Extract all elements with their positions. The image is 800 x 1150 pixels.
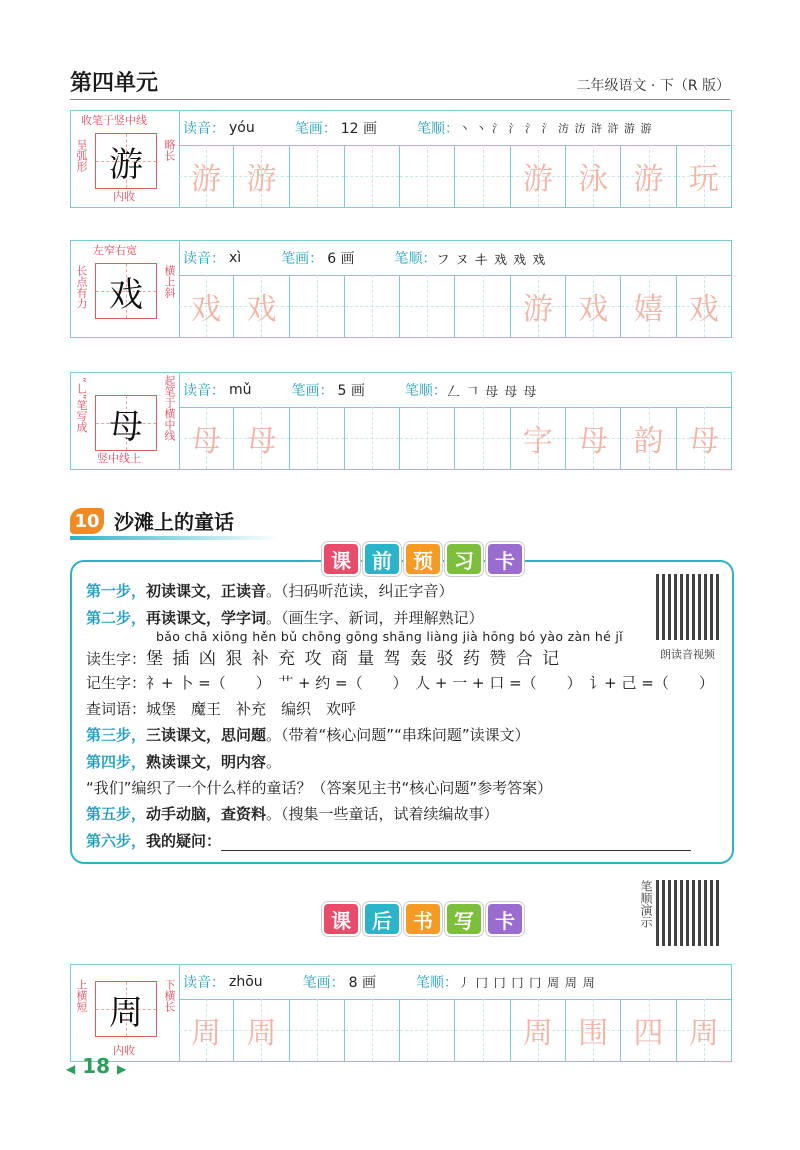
word-cell[interactable]: 泳: [566, 145, 621, 207]
practice-cell[interactable]: [290, 407, 345, 469]
read-chars: 读生字：堡 插 凶 狠 补 充 攻 商 量 驾 轰 驳 药 赞 合 记: [86, 649, 562, 669]
qr-code-strokes[interactable]: [656, 880, 722, 946]
word-cell[interactable]: 母: [677, 407, 731, 469]
practice-cell[interactable]: [345, 999, 400, 1061]
preview-card-tag: 课 前 预 习 卡: [322, 542, 524, 574]
practice-cell[interactable]: [400, 145, 455, 207]
lookup-words: 查词语：城堡 魔王 补充 编织 欢呼: [86, 700, 357, 718]
page-number: ◀ 18 ▶: [66, 1054, 127, 1078]
unit-title: 第四单元: [70, 71, 159, 96]
note-bottom: 竖中线上: [97, 452, 141, 465]
prev-page-icon[interactable]: ◀: [66, 1062, 76, 1076]
header-divider: [70, 99, 730, 100]
note-left: “乚”笔写成: [75, 377, 88, 433]
word-cell[interactable]: 戏: [677, 275, 731, 337]
writing-grid: [179, 275, 731, 337]
note-top: 收笔于竖中线: [81, 114, 147, 127]
note-bottom: 内收: [113, 1044, 135, 1057]
writing-card-tag: 课 后 书 写 卡: [322, 902, 524, 934]
char-practice-block: [70, 964, 732, 1062]
char-info-row: 读音： zhōu 笔画： 8 画 笔顺： 丿 冂 冂 冂 冂 周 周 周: [179, 965, 731, 1000]
char-info-row: 读音： mǔ 笔画： 5 画 笔顺： 𠃋 𠃍 母 母 母: [179, 373, 731, 408]
word-cell[interactable]: 游: [511, 275, 566, 337]
word-cell[interactable]: 字: [511, 407, 566, 469]
step-2: 第二步，再读课文，学字词。（画生字、新词，并理解熟记）: [86, 609, 484, 627]
practice-cell[interactable]: [400, 999, 455, 1061]
next-page-icon[interactable]: ▶: [117, 1062, 127, 1076]
trace-cell[interactable]: 母: [234, 407, 289, 469]
word-cell[interactable]: 游: [621, 145, 676, 207]
writing-grid: [179, 999, 731, 1061]
note-right: 起笔于横中线: [163, 375, 176, 441]
model-char: 母: [95, 395, 157, 451]
practice-cell[interactable]: [345, 145, 400, 207]
word-cell[interactable]: 周: [677, 999, 731, 1061]
trace-cell[interactable]: 周: [234, 999, 289, 1061]
word-cell[interactable]: 玩: [677, 145, 731, 207]
word-cell[interactable]: 四: [621, 999, 676, 1061]
char-model-box: [71, 965, 180, 1061]
char-practice-block: [70, 372, 732, 470]
writing-grid: [179, 145, 731, 207]
practice-cell[interactable]: [455, 275, 510, 337]
note-right: 横上斜: [163, 265, 176, 298]
word-cell[interactable]: 围: [566, 999, 621, 1061]
trace-cell[interactable]: 周: [179, 999, 234, 1061]
memorize-chars: 记生字：礻+ 卜 =（ ） 艹 + 约 =（ ） 人 + 一 + 口 =（ ） 讠+ 己 =（ ）: [86, 674, 714, 692]
practice-cell[interactable]: [455, 999, 510, 1061]
note-top: 左窄右宽: [93, 244, 137, 257]
practice-cell[interactable]: [400, 275, 455, 337]
note-left: 上横短: [75, 979, 88, 1012]
char-practice-block: [70, 240, 732, 338]
practice-cell[interactable]: [455, 407, 510, 469]
trace-cell[interactable]: 戏: [179, 275, 234, 337]
char-info-row: 读音： yóu 笔画： 12 画 笔顺： 丶 丶 氵 氵 氵 氵 汸 汸 浒 浒 游 游: [179, 111, 731, 146]
char-model-box: [71, 373, 180, 469]
lesson-number: 10: [70, 508, 104, 534]
answer-line[interactable]: [221, 836, 691, 851]
qr-label-reading: 朗读音视频: [660, 648, 715, 661]
lesson-underline: [70, 536, 280, 540]
char-practice-block: [70, 110, 732, 208]
step-5: 第五步，动手动脑，查资料。（搜集一些童话，试着续编故事）: [86, 805, 499, 823]
step-3: 第三步，三读课文，思问题。（带着“核心问题”“串珠问题”读课文）: [86, 726, 530, 744]
step-4: 第四步，熟读课文，明内容。: [86, 753, 282, 771]
practice-cell[interactable]: [400, 407, 455, 469]
word-cell[interactable]: 韵: [621, 407, 676, 469]
practice-cell[interactable]: [345, 407, 400, 469]
word-cell[interactable]: 周: [511, 999, 566, 1061]
trace-cell[interactable]: 母: [179, 407, 234, 469]
practice-cell[interactable]: [290, 145, 345, 207]
note-bottom: 内收: [113, 190, 135, 203]
trace-cell[interactable]: 戏: [234, 275, 289, 337]
note-left: 呈弧形: [75, 139, 88, 172]
qr-code-reading[interactable]: [656, 574, 722, 640]
word-cell[interactable]: 母: [566, 407, 621, 469]
model-char: 戏: [95, 263, 157, 319]
word-cell[interactable]: 嬉: [621, 275, 676, 337]
model-char: 游: [95, 133, 157, 189]
trace-cell[interactable]: 游: [234, 145, 289, 207]
model-char: 周: [95, 981, 157, 1037]
note-right: 下横长: [163, 979, 176, 1012]
practice-cell[interactable]: [290, 999, 345, 1061]
char-model-box: [71, 111, 180, 207]
core-question: “我们”编织了一个什么样的童话？（答案见主书“核心问题”参考答案）: [86, 779, 553, 797]
note-left: 长点有力: [75, 265, 88, 309]
step-6: 第六步，我的疑问：: [86, 830, 691, 851]
note-right: 略长: [163, 139, 176, 161]
word-cell[interactable]: 戏: [566, 275, 621, 337]
word-cell[interactable]: 游: [511, 145, 566, 207]
book-info: 二年级语文 · 下（R 版）: [576, 78, 730, 94]
char-info-row: 读音： xì 笔画： 6 画 笔顺： フ ヌ 𰀁 戏 戏 戏: [179, 241, 731, 276]
writing-grid: [179, 407, 731, 469]
practice-cell[interactable]: [290, 275, 345, 337]
pinyin-line: bǎo chā xiōng hěn bǔ chōng gōng shāng liàng jià hōng bó yào zàn hé jǐ: [156, 629, 623, 644]
practice-cell[interactable]: [455, 145, 510, 207]
qr-label-strokes: 笔顺演示: [639, 880, 653, 928]
lesson-title: 沙滩上的童话: [114, 510, 234, 534]
practice-cell[interactable]: [345, 275, 400, 337]
trace-cell[interactable]: 游: [179, 145, 234, 207]
step-1: 第一步，初读课文，正读音。（扫码听范读，纠正字音）: [86, 582, 454, 600]
preview-card: [70, 560, 734, 864]
char-model-box: [71, 241, 180, 337]
